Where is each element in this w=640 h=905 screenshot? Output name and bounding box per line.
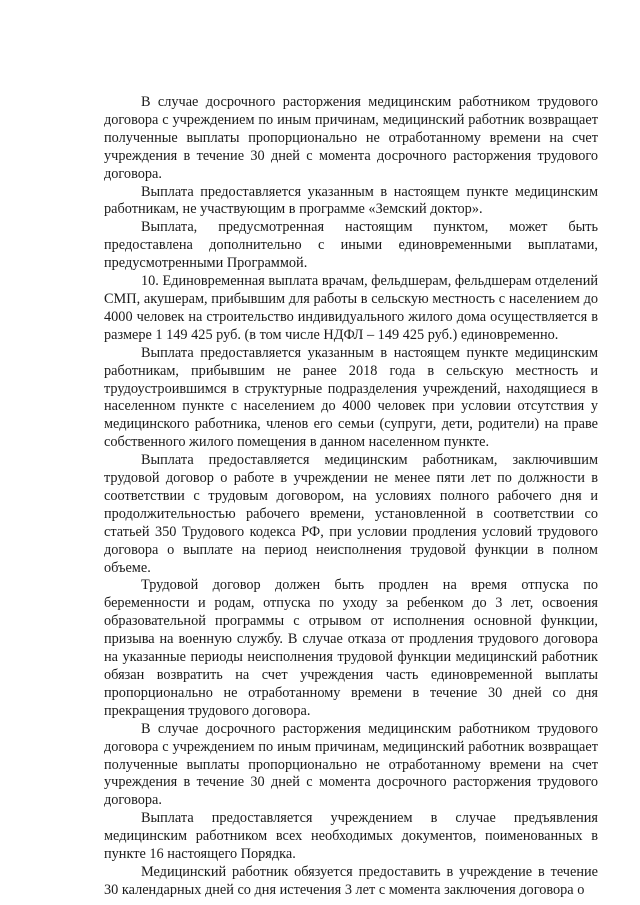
paragraph-contract-extension: Трудовой договор должен быть продлен на время отпуска по беременности и родам, отпуска по уходу за ребенком до 3 лет, освоения образовательной программы с отрывом от исполнения основной функции, призыва на военную службу. В случае отказа от продления трудового договора на указанные периоды неисполнения трудовой функции медицинский работник обязан возвратить на счет учреждения часть единовременной выплаты пропорционально не отработанному времени в течение 30 дней со дня прекращения трудового договора.: [104, 577, 598, 719]
paragraph-contract-requirements: Выплата предоставляется медицинским работникам, заключившим трудовой договор о работе в учреждении не менее пяти лет по должности в соответствии с трудовым договором, на условиях полного рабочего дня и продолжительностью рабочего времени, установленной в соответствии со статьей 350 Трудового кодекса РФ, при условии продления условий трудового договора о выплате на период неисполнения трудовой функции в полном объеме.: [104, 452, 598, 576]
paragraph-early-termination-refund: В случае досрочного расторжения медицинским работником трудового договора с учреждением по иным причинам, медицинский работник возвращает полученные выплаты пропорционально не отработанному времени на счет учреждения в течение 30 дней с момента досрочного расторжения трудового договора.: [104, 94, 598, 182]
document-body: [104, 94, 598, 900]
paragraph-early-termination-refund-2: В случае досрочного расторжения медицинским работником трудового договора с учреждением по иным причинам, медицинский работник возвращает полученные выплаты пропорционально не отработанному времени на счет учреждения в течение 30 дней с момента досрочного расторжения трудового договора.: [104, 720, 598, 809]
paragraph-item-10-housing-payment: 10. Единовременная выплата врачам, фельдшерам, фельдшерам отделений СМП, акушерам, прибывшим для работы в сельскую местность с населением до 4000 человек на строительство индивидуального жилого дома осуществляется в размере 1 149 425 руб. (в том числе НДФЛ – 149 425 руб.) единовременно.: [104, 273, 598, 343]
paragraph-documents-required: Выплата предоставляется учреждением в случае предъявления медицинским работником всех необходимых документов, поименованных в пункте 16 настоящего Порядка.: [104, 810, 598, 863]
paragraph-additional-payments: Выплата, предусмотренная настоящим пунктом, может быть предоставлена дополнительно с иными единовременными выплатами, предусмотренными Программой.: [104, 219, 598, 272]
paragraph-zemsky-doctor-exclusion: Выплата предоставляется указанным в настоящем пункте медицинским работникам, не участвующим в программе «Земский доктор».: [104, 183, 598, 218]
paragraph-eligibility-conditions: Выплата предоставляется указанным в настоящем пункте медицинским работникам, прибывшим не ранее 2018 года в сельскую местность и трудоустроившимся в структурные подразделения учреждений, находящиеся в населенном пункте с населением до 4000 человек при условии отсутствия у медицинского работника, членов его семьи (супруги, дети, родители) на праве собственного жилого помещения в данном населенном пункте.: [104, 344, 598, 451]
paragraph-reporting-obligation: Медицинский работник обязуется предоставить в учреждение в течение 30 календарных дней со дня истечения 3 лет с момента заключения договора о: [104, 863, 598, 898]
